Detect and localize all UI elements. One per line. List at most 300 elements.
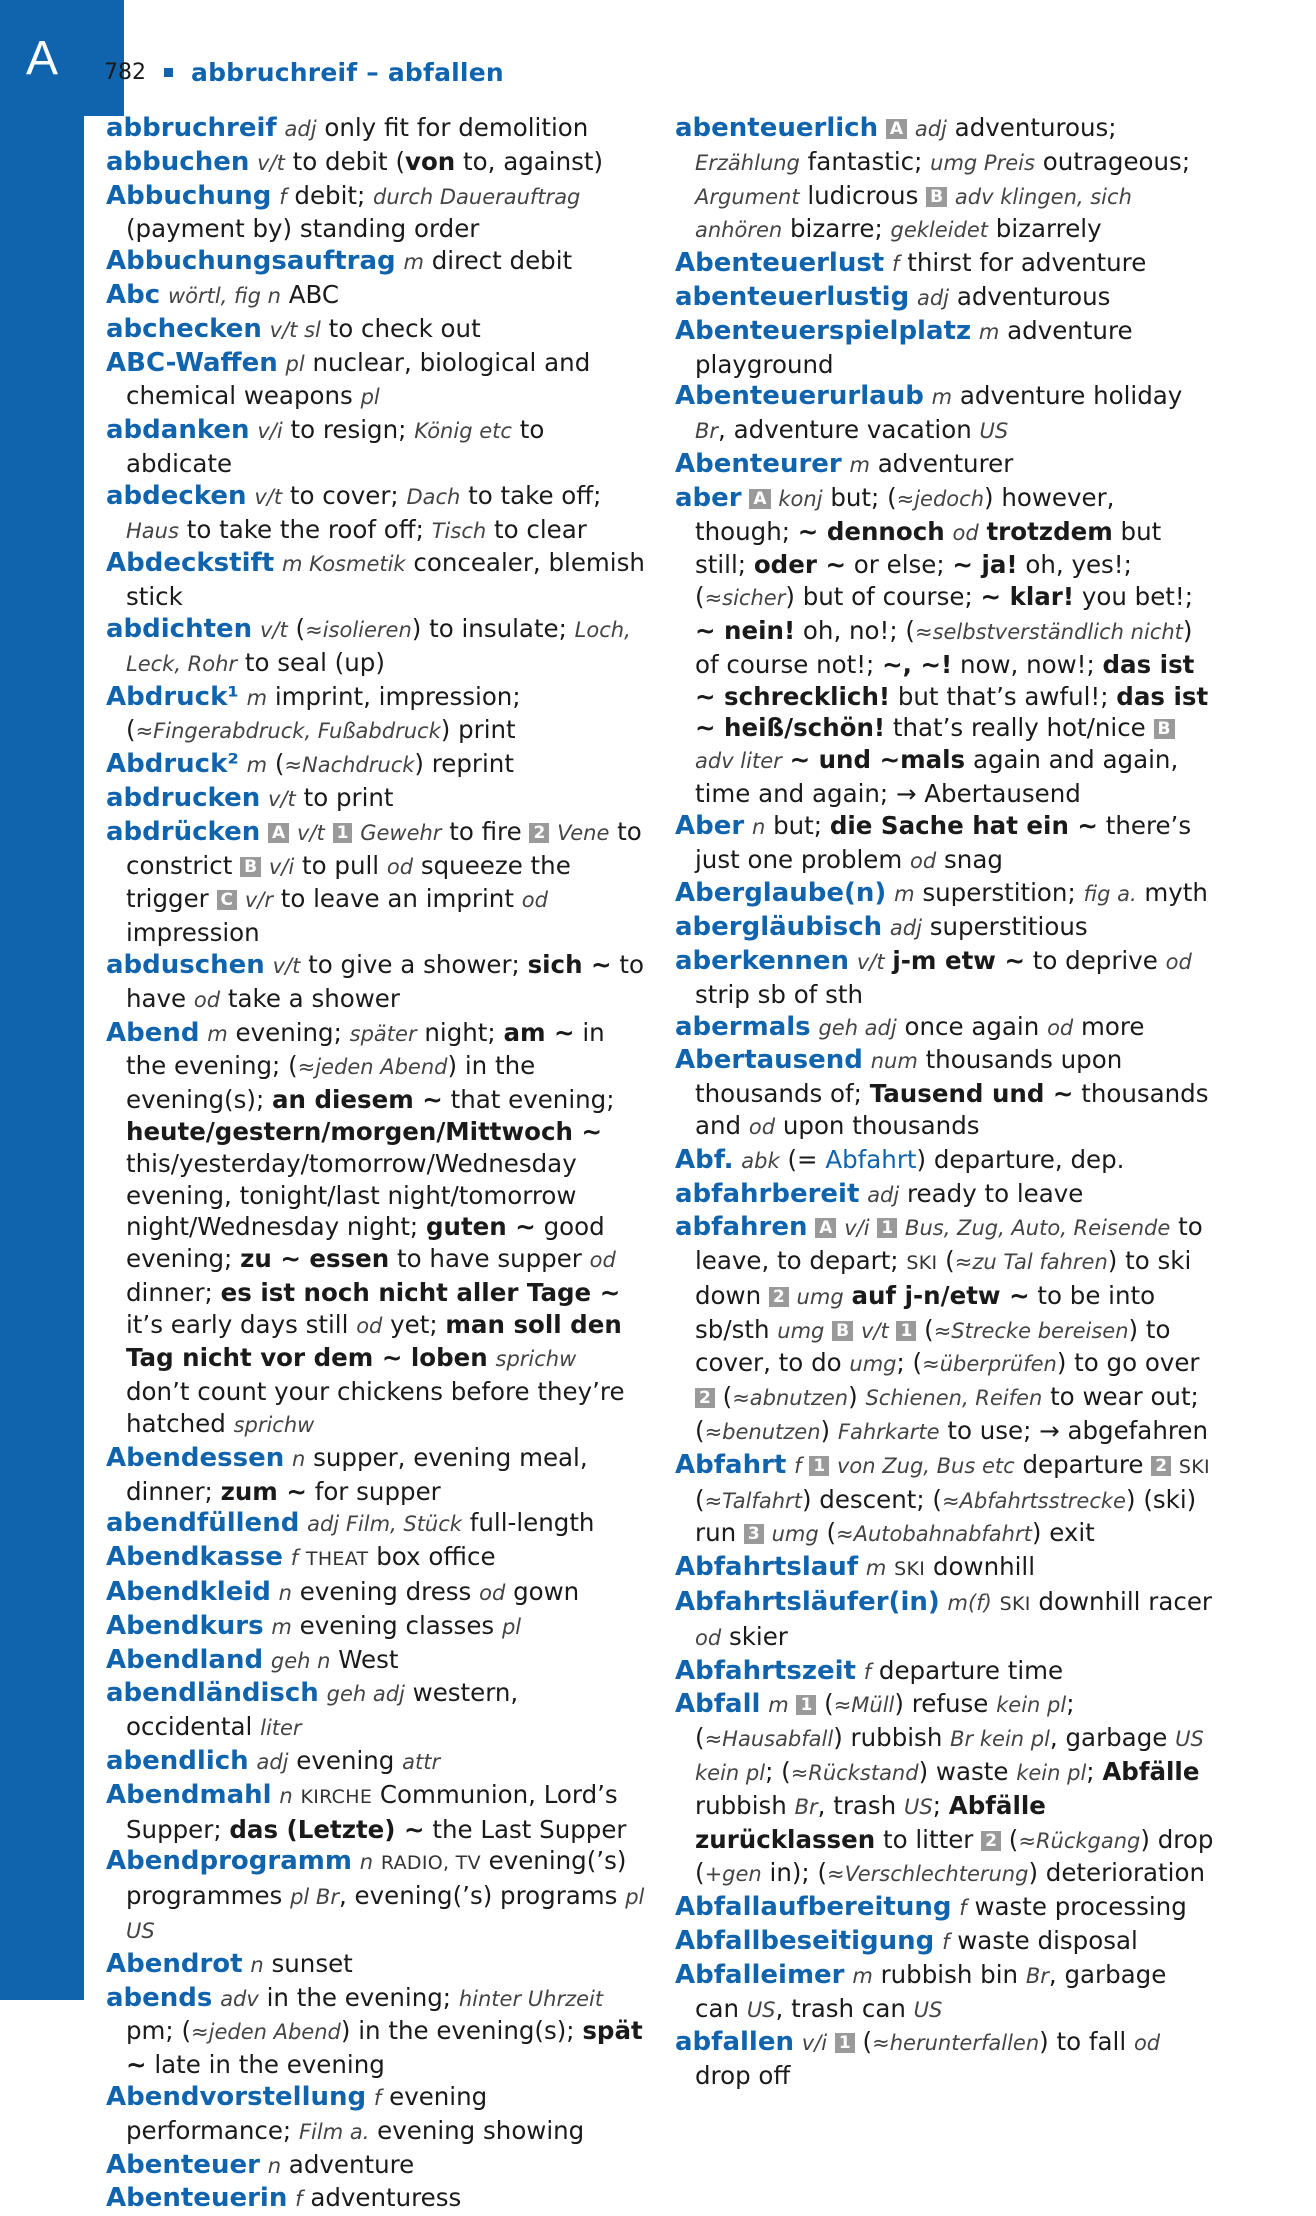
grammar-label: f (959, 1896, 967, 1921)
bold-phrase: am ~ (503, 1017, 575, 1047)
entry-text (909, 282, 917, 311)
entry-text: evening performance; (126, 2082, 488, 2145)
sense-number-box: 2 (769, 1287, 789, 1307)
grammar-label: od (479, 1581, 506, 1606)
headword: abendländisch (106, 1678, 319, 1709)
entry-text: ABC (280, 279, 339, 309)
entry-text: to pull (294, 850, 387, 880)
dictionary-entry (106, 748, 646, 782)
entry-text: ( (695, 1484, 705, 1514)
headword: Abfahrtsläufer(in) (675, 1587, 940, 1618)
entry-text: that evening; (442, 1085, 615, 1115)
grammar-label: od (695, 1625, 722, 1650)
sense-number-box: 1 (796, 1695, 816, 1715)
entry-text (237, 884, 245, 913)
dictionary-entry (675, 877, 1215, 911)
bold-phrase: ~ und ~mals (789, 745, 966, 775)
dictionary-entry (675, 945, 1215, 1011)
headword: Abenteuerurlaub (675, 381, 924, 412)
headword: aberkennen (675, 945, 850, 976)
entry-text: departure time (871, 1655, 1064, 1685)
entry-text (249, 147, 257, 176)
grammar-label: ≈Verschlechterung (827, 1862, 1029, 1887)
entry-text (764, 1518, 772, 1547)
dictionary-entry (675, 1655, 1215, 1689)
entry-text: the Last Supper (424, 1814, 627, 1844)
grammar-label: m (403, 250, 424, 275)
grammar-label: f (279, 184, 287, 209)
entry-text: gown (505, 1577, 580, 1607)
grammar-label: n (752, 814, 766, 839)
dictionary-entry (675, 1586, 1215, 1655)
entry-text (488, 1343, 496, 1372)
dictionary-entry (675, 247, 1215, 281)
grammar-label: Bus, Zug, Auto, Reisende (905, 1216, 1171, 1241)
dictionary-entry (675, 1688, 1215, 1891)
entry-text: adventuress (302, 2183, 462, 2213)
entry-text (782, 745, 790, 774)
grammar-label: sprichw (233, 1413, 315, 1438)
entry-text (298, 1542, 306, 1571)
sense-number-box: A (268, 823, 289, 843)
headword: Aberglaube(n) (675, 878, 887, 909)
entry-text: thirst for adventure (899, 248, 1147, 278)
entry-text: to resign; (282, 415, 415, 445)
bold-phrase: ~, ~! (882, 649, 953, 679)
headword: abchecken (106, 313, 262, 344)
entry-text: ) print (440, 715, 516, 745)
entry-text (824, 1315, 832, 1344)
grammar-label: attr (402, 1750, 441, 1775)
sense-number-box: 1 (333, 823, 353, 843)
headword: Abenteuer (106, 2149, 260, 2180)
headword: abergläubisch (675, 912, 883, 943)
grammar-label: od (356, 1313, 383, 1338)
grammar-label: US (913, 1997, 943, 2022)
bold-phrase: die Sache hat ein ~ (829, 810, 1098, 840)
grammar-label: ≈abnutzen (732, 1386, 849, 1411)
entry-text: adventure holiday (952, 381, 1183, 411)
entry-text: , adventure vacation (718, 415, 980, 445)
grammar-label: n (359, 1850, 374, 1875)
dictionary-entry (675, 1959, 1215, 2027)
entry-text: upon thousands (775, 1110, 980, 1140)
entry-text: imprint, impression; ( (126, 681, 521, 745)
entry-text (971, 316, 979, 345)
entry-text: yet; (382, 1309, 446, 1339)
subject-label: SKI (906, 1252, 938, 1275)
entry-text: ) however, though; (695, 482, 1115, 546)
grammar-label: geh n (270, 1648, 331, 1673)
entry-text (849, 946, 857, 975)
entry-text: outrageous; (1034, 146, 1191, 176)
sense-number-box: 1 (877, 1218, 897, 1238)
entry-text: , evening(’s) programs (338, 1881, 626, 1911)
dictionary-entry (675, 1011, 1215, 1045)
sense-number-box: 2 (981, 1831, 1001, 1851)
headword: Abfallbeseitigung (675, 1926, 935, 1957)
grammar-label: ≈Rückgang (1018, 1828, 1141, 1853)
headword: Abendkurs (106, 1610, 264, 1641)
subject-label: THEAT (305, 1548, 369, 1571)
grammar-label: m(f) (947, 1591, 992, 1616)
entry-text (277, 113, 285, 142)
sense-number-box: A (749, 489, 770, 509)
entry-text: adventurer (870, 448, 1014, 478)
entry-text: ) of course not!; (695, 615, 1193, 679)
headword: Abfall (675, 1689, 761, 1720)
entry-text: evening; (227, 1017, 350, 1047)
entry-text: , garbage can (695, 1959, 1167, 2023)
entry-text (842, 449, 850, 478)
entry-text (878, 113, 886, 142)
entry-text (299, 1508, 307, 1537)
entry-text: ) (ski) run (695, 1484, 1197, 1548)
headword: Abertausend (675, 1045, 863, 1076)
page-number: 782 (104, 59, 146, 85)
grammar-label: ≈Fingerabdruck, Fußabdruck (135, 719, 441, 744)
bold-phrase: ~ ja! (952, 550, 1018, 580)
grammar-label: ≈Hausabfall (704, 1727, 834, 1752)
dictionary-entry (106, 949, 646, 1017)
bold-phrase: das (Letzte) ~ (229, 1814, 425, 1844)
entry-text: that’s really hot/nice (885, 713, 1154, 743)
entry-text (549, 817, 557, 846)
sense-number-box: 2 (529, 823, 549, 843)
dictionary-entry (106, 347, 646, 415)
entry-text: dinner; (126, 1277, 221, 1307)
grammar-label: v/t (259, 617, 288, 642)
entry-text: to wear out; ( (695, 1382, 1199, 1446)
headword: Abbuchung (106, 180, 272, 211)
grammar-label: m (768, 1693, 789, 1718)
entry-text (263, 1645, 271, 1674)
entry-text: adventure playground (695, 315, 1133, 379)
entry-text (853, 1315, 861, 1344)
headword: Abend (106, 1017, 200, 1048)
entry-text: to take off; (460, 480, 602, 510)
dictionary-entry (106, 1507, 646, 1541)
dictionary-entry (106, 1644, 646, 1678)
grammar-label: m (894, 882, 915, 907)
entry-text: good evening; (126, 1212, 605, 1274)
grammar-label: umg (771, 1522, 819, 1547)
entry-text: to use; → abgefahren (939, 1416, 1208, 1446)
dictionary-entry (106, 547, 646, 613)
entry-text: to check out (320, 313, 481, 343)
entry-text: to be into sb/sth (695, 1280, 1156, 1344)
grammar-label: adv liter (695, 749, 782, 774)
headword: Abendprogramm (106, 1846, 352, 1877)
entry-text (239, 682, 247, 711)
dictionary-entry (106, 1745, 646, 1779)
grammar-label: f (794, 1453, 802, 1478)
grammar-label: od (193, 987, 221, 1012)
headword: abbuchen (106, 146, 250, 177)
entry-text: ) deterioration (1028, 1858, 1205, 1888)
entry-text: adventurous; (946, 113, 1117, 142)
grammar-label: ≈überprüfen (922, 1352, 1057, 1377)
grammar-label: umg (796, 1284, 844, 1309)
entry-text: night; (416, 1017, 504, 1047)
square-bullet-icon (164, 68, 173, 77)
entry-text: to take the roof off; (178, 514, 432, 544)
entry-text (940, 1587, 948, 1616)
entry-text (289, 817, 297, 846)
grammar-label: fig a. (1083, 882, 1137, 907)
subject-label: SKI (999, 1593, 1031, 1616)
entry-text (789, 1689, 797, 1718)
dictionary-entry (675, 810, 1215, 878)
grammar-label: num (870, 1049, 918, 1074)
headword: Abbuchungsauftrag (106, 246, 396, 277)
grammar-label: Gewehr (360, 820, 442, 845)
grammar-label: v/t (268, 786, 296, 811)
dictionary-entry (675, 281, 1215, 315)
dictionary-entry (106, 180, 646, 246)
grammar-label: adv (220, 1986, 259, 2011)
grammar-label: Schienen, Reifen (865, 1386, 1043, 1411)
grammar-label: v/i (844, 1216, 870, 1241)
headword: aber (675, 482, 742, 513)
dictionary-entry (675, 482, 1215, 810)
entry-text: now, now!; (952, 649, 1103, 679)
dictionary-entry (106, 1541, 646, 1576)
bold-phrase: guten ~ (425, 1212, 536, 1242)
headword: Abfahrt (675, 1449, 787, 1480)
grammar-label: Fahrkarte (837, 1420, 940, 1445)
entry-text: take a shower (220, 983, 400, 1013)
headword: Abendessen (106, 1442, 285, 1473)
entry-text (373, 1846, 381, 1875)
grammar-label: od (1133, 2031, 1161, 2056)
dictionary-entry (675, 380, 1215, 448)
grammar-label: m (246, 685, 268, 710)
entry-text (287, 2183, 295, 2212)
side-thumb-strip (0, 0, 84, 2000)
entry-text (884, 248, 892, 277)
grammar-label: adj (914, 117, 947, 141)
headword: Abfahrtszeit (675, 1655, 856, 1686)
entry-text (794, 2027, 802, 2056)
entry-text (870, 1212, 878, 1241)
entry-text (352, 1846, 360, 1875)
bold-phrase: auf j-n/etw ~ (851, 1280, 1030, 1310)
dictionary-entry (675, 1044, 1215, 1143)
entry-text: to print (295, 782, 394, 812)
headword: Abendmahl (106, 1779, 272, 1810)
entry-text: western, occidental (126, 1678, 519, 1742)
entry-text: don’t count your chickens before they’re hatched (126, 1377, 625, 1439)
entry-text: ( (714, 1382, 733, 1412)
subject-label: KIRCHE (300, 1785, 373, 1808)
entry-text (260, 783, 268, 812)
sense-number-box: A (815, 1218, 836, 1238)
sense-number-box: B (1154, 719, 1175, 739)
entry-text: thousands and (695, 1079, 1209, 1140)
headword: ABC-Waffen (106, 347, 278, 378)
dictionary-entry (106, 1677, 646, 1745)
headword: abendfüllend (106, 1508, 300, 1539)
entry-text: sunset (263, 1948, 353, 1978)
grammar-label: ≈benutzen (704, 1420, 821, 1445)
entry-text (886, 1552, 894, 1581)
grammar-label: f (373, 2086, 382, 2111)
grammar-label: n (292, 1446, 306, 1471)
grammar-label: später (349, 1021, 417, 1046)
dictionary-entry (106, 816, 646, 949)
entry-text: to deprive (1025, 945, 1166, 975)
entry-text: ; (932, 1790, 949, 1820)
headword: abendlich (106, 1746, 249, 1777)
grammar-label: ≈herunterfallen (872, 2031, 1040, 2056)
dictionary-entry (106, 313, 646, 347)
entry-text (992, 1587, 1000, 1616)
grammar-label: v/r (244, 888, 273, 913)
sense-number-box: B (926, 187, 947, 207)
grammar-label: ≈sicher (704, 586, 786, 611)
headword: Abenteuerin (106, 2183, 288, 2214)
entry-text (907, 113, 915, 142)
entry-text: ( (816, 1689, 834, 1719)
entry-text: ) drop ( (695, 1824, 1214, 1888)
dictionary-entry (675, 112, 1215, 247)
headword: Abendrot (106, 1948, 243, 1979)
entry-text: ready to leave (899, 1178, 1084, 1208)
grammar-label: v/i (257, 419, 283, 444)
entry-text: debit; (286, 180, 374, 210)
entry-text: ) but of course; (785, 582, 981, 612)
sense-number-box: B (832, 1321, 853, 1341)
dictionary-entry (106, 613, 646, 681)
grammar-label: v/i (801, 2031, 828, 2056)
grammar-label: US (904, 1794, 933, 1819)
entry-text: rubbish bin (872, 1959, 1026, 1989)
dictionary-entry (675, 1449, 1215, 1551)
grammar-label: m (931, 385, 953, 410)
entry-text: , garbage (1049, 1723, 1176, 1753)
grammar-label: od (521, 888, 548, 913)
headword: Abenteuerlust (675, 248, 885, 279)
dictionary-entry (675, 1891, 1215, 1925)
entry-text (160, 280, 168, 309)
subject-label: SKI (894, 1558, 926, 1581)
entry-text (924, 381, 932, 410)
grammar-label: m (852, 1963, 873, 1988)
entry-text: but that’s awful!; (890, 681, 1117, 711)
entry-text: to debit ( (284, 146, 405, 176)
entry-text: full-length (461, 1508, 595, 1538)
entry-text: concealer, blemish stick (126, 548, 645, 612)
sense-number-box: 1 (809, 1456, 829, 1476)
entry-text: to give a shower; (300, 949, 528, 979)
entry-text (366, 2082, 374, 2111)
headword: Abdeckstift (106, 548, 275, 579)
grammar-label: Vene (557, 820, 610, 845)
entry-text: to have supper (389, 1244, 590, 1274)
bold-phrase: sich ~ (527, 949, 612, 979)
grammar-label: m (246, 753, 268, 778)
entry-text: ) in the evening(s); (126, 1051, 536, 1115)
entry-text: for supper (306, 1476, 441, 1506)
bold-phrase: oder ~ (753, 550, 846, 580)
entry-text: ) to insulate; (411, 613, 575, 643)
grammar-label: adj (916, 285, 950, 310)
letter-tab (0, 0, 84, 116)
entry-text (829, 1450, 837, 1479)
entry-text (827, 2027, 835, 2056)
dictionary-entry (675, 448, 1215, 482)
grammar-label: v/t (856, 949, 885, 974)
entry-text: to seal (up) (237, 647, 385, 677)
entry-text: to constrict (126, 816, 642, 880)
entry-text: bizarre; (782, 214, 891, 244)
cross-reference: Abfahrt (825, 1144, 917, 1174)
grammar-label: od (1165, 949, 1192, 974)
bold-phrase: j-m etw ~ (892, 945, 1026, 975)
entry-text: it’s early days still (126, 1309, 357, 1339)
dictionary-entry (106, 2081, 646, 2149)
entry-text (261, 851, 269, 880)
dictionary-entry (106, 2182, 646, 2216)
entry-text: ) to cover, to do (695, 1314, 1171, 1378)
headword: Abfallaufbereitung (675, 1892, 952, 1923)
entry-text (742, 483, 750, 512)
dictionary-entry (675, 1551, 1215, 1586)
headword: abduschen (106, 949, 265, 980)
entry-text: myth (1136, 878, 1208, 908)
entry-text: ( (818, 1518, 837, 1548)
entry-text: to have (126, 949, 644, 1013)
dictionary-entry (106, 1610, 646, 1644)
entry-text (283, 1542, 291, 1571)
grammar-label: Dach (406, 484, 461, 509)
entry-text: (payment by) standing order (126, 214, 480, 244)
entry-text: to fire (441, 816, 530, 846)
grammar-label: gekleidet (890, 218, 988, 243)
entry-text: ) exit (1031, 1518, 1095, 1548)
entry-text: to clear (486, 514, 587, 544)
grammar-label: von Zug, Bus etc (837, 1453, 1015, 1478)
entry-text: oh, yes!; ( (695, 550, 1132, 612)
grammar-label: pl Br (290, 1885, 339, 1910)
bold-phrase: Abfälle (1102, 1757, 1200, 1787)
bold-phrase: Abfälle zurücklassen (695, 1790, 1046, 1854)
dictionary-entry (106, 1982, 646, 2081)
sense-number-box: 1 (835, 2033, 855, 2053)
grammar-label: f (863, 1659, 872, 1684)
entry-text (858, 1552, 866, 1581)
entry-text (260, 817, 268, 846)
entry-text: evening (288, 1746, 403, 1776)
sense-number-box: 3 (744, 1524, 764, 1544)
grammar-label: umg (849, 1352, 897, 1377)
sense-number-box: 2 (695, 1388, 715, 1408)
entry-text: impression (126, 918, 260, 948)
grammar-label: pl (501, 1614, 522, 1639)
headword: abdichten (106, 613, 253, 644)
entry-text (744, 811, 752, 840)
grammar-label: od (748, 1114, 776, 1139)
entry-text: to, against) (455, 146, 604, 176)
entry-text: downhill racer (1030, 1587, 1212, 1617)
entry-text: only fit for demolition (316, 113, 589, 142)
headword: Abenteuerspielplatz (675, 315, 972, 346)
entry-text: ) (848, 1382, 866, 1412)
bold-phrase: Tausend und ~ (869, 1079, 1074, 1109)
entry-text: supper, evening meal, dinner; (126, 1442, 588, 1506)
grammar-label: US (979, 419, 1009, 444)
